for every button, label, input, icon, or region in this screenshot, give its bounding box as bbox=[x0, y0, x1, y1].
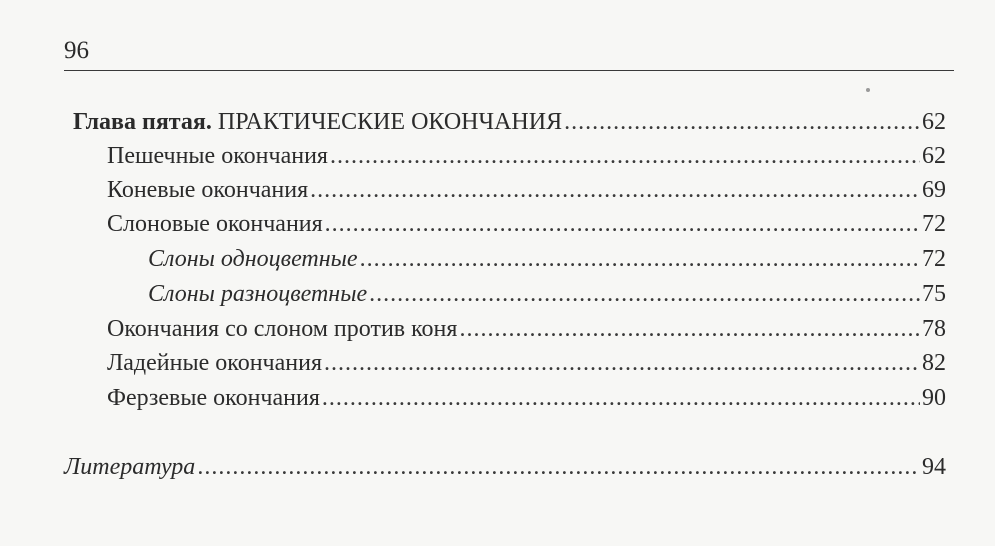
dot-leader bbox=[322, 383, 920, 413]
dot-leader bbox=[325, 209, 920, 239]
toc-entry[interactable] bbox=[107, 348, 946, 378]
toc-page-number: 82 bbox=[922, 350, 946, 376]
toc-subentry-title: Слоны разноцветные bbox=[148, 281, 368, 307]
toc-page-number: 72 bbox=[922, 211, 946, 237]
toc-entry[interactable] bbox=[107, 175, 946, 205]
toc-subentry[interactable] bbox=[148, 244, 946, 274]
toc-literature-entry[interactable] bbox=[64, 452, 946, 482]
toc-entry-title: Ладейные окончания bbox=[107, 350, 322, 376]
toc-page-number: 90 bbox=[922, 385, 946, 411]
toc-entry-title: Окончания со слоном против коня bbox=[107, 316, 458, 342]
toc-entry-title: Коневые окончания bbox=[107, 177, 309, 203]
toc-entry[interactable] bbox=[107, 383, 946, 413]
toc-page-number: 62 bbox=[922, 143, 946, 169]
toc-entry-title: Пешечные окончания bbox=[107, 143, 328, 169]
toc-chapter-entry[interactable] bbox=[73, 107, 946, 137]
dot-leader bbox=[197, 452, 920, 482]
print-speck bbox=[866, 88, 870, 92]
toc-entry[interactable] bbox=[107, 314, 946, 344]
dot-leader bbox=[324, 348, 920, 378]
toc-entry-title: Слоновые окончания bbox=[107, 211, 323, 237]
toc-page-number: 94 bbox=[922, 454, 946, 480]
chapter-title: ПРАКТИЧЕСКИЕ ОКОНЧАНИЯ bbox=[217, 109, 563, 135]
toc-subentry-title: Слоны одноцветные bbox=[148, 246, 358, 272]
dot-leader bbox=[360, 244, 920, 274]
dot-leader bbox=[330, 141, 920, 171]
toc-chapter-title bbox=[73, 107, 562, 137]
toc-page-number: 78 bbox=[922, 316, 946, 342]
toc-subentry[interactable] bbox=[148, 279, 946, 309]
dot-leader bbox=[459, 314, 920, 344]
chapter-prefix: Глава пятая. bbox=[73, 109, 212, 135]
dot-leader bbox=[310, 175, 920, 205]
toc-page-number: 62 bbox=[922, 109, 946, 135]
toc-page-number: 72 bbox=[922, 246, 946, 272]
toc-entry[interactable] bbox=[107, 141, 946, 171]
toc-entry[interactable] bbox=[107, 209, 946, 239]
toc-page-number: 75 bbox=[922, 281, 946, 307]
dot-leader bbox=[564, 107, 920, 137]
toc-entry-title: Ферзевые окончания bbox=[107, 385, 320, 411]
header-rule bbox=[64, 70, 954, 71]
literature-title: Литература bbox=[64, 454, 196, 480]
toc-page-number: 69 bbox=[922, 177, 946, 203]
page-number: 96 bbox=[64, 37, 89, 64]
dot-leader bbox=[369, 279, 920, 309]
